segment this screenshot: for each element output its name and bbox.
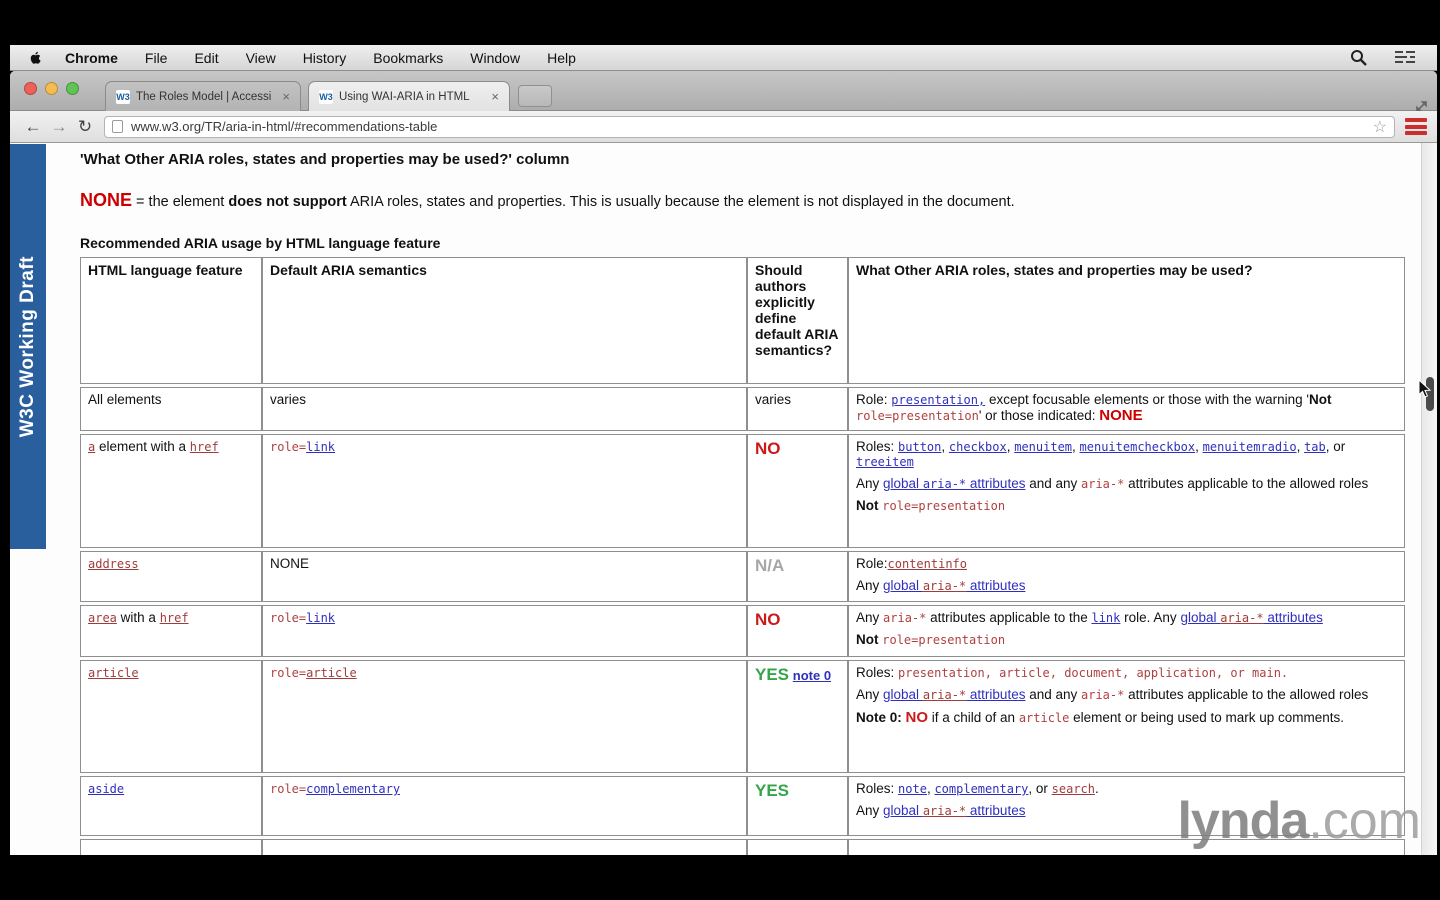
text: , (926, 781, 935, 796)
tab-title: The Roles Model | Accessi (136, 90, 272, 103)
link[interactable]: aria-* (1220, 611, 1264, 625)
cell-explicit (747, 776, 848, 836)
menubar-items (65, 50, 603, 66)
link[interactable]: article (306, 666, 357, 680)
menu-bookmarks[interactable]: Bookmarks (373, 49, 444, 66)
link[interactable]: global (883, 687, 923, 702)
cell-feature (80, 660, 262, 773)
menu-window[interactable]: Window (470, 49, 521, 66)
browser-toolbar (10, 111, 1437, 143)
url-text[interactable]: www.w3.org/TR/aria-in-html/#recommendations-table (131, 119, 438, 134)
text: with a (116, 610, 160, 625)
cell-explicit (747, 660, 848, 773)
text: Not (856, 632, 883, 647)
cell-explicit (747, 387, 848, 431)
text: role. Any (1120, 610, 1181, 625)
none-definition (80, 190, 1410, 211)
page-scrollbar[interactable] (1421, 143, 1437, 855)
text: and any (1025, 476, 1081, 491)
link[interactable]: area (88, 611, 117, 625)
link[interactable]: link (1091, 611, 1121, 625)
section-heading: 'What Other ARIA roles, states and properties may be used?' column (80, 151, 570, 168)
link[interactable]: aria-* (922, 477, 967, 491)
link[interactable]: checkbox (948, 440, 1007, 454)
page-icon (112, 120, 123, 133)
link[interactable]: global (883, 578, 923, 593)
link[interactable]: attributes (966, 578, 1026, 593)
text: , or (1325, 439, 1346, 454)
w3c-favicon: W3 (319, 91, 333, 102)
cell-default_semantics (262, 776, 747, 836)
link[interactable]: aside (88, 782, 125, 796)
link[interactable]: attributes (966, 687, 1026, 702)
text: All elements (88, 392, 162, 407)
aria-usage-table (80, 254, 1405, 855)
page-viewport (10, 143, 1437, 855)
text: if a child of an (928, 710, 1019, 725)
notification-list-icon[interactable] (1395, 50, 1415, 65)
watermark-com: .com (1308, 792, 1421, 850)
close-window-button[interactable] (24, 82, 37, 95)
watermark-lynda: lynda (1177, 792, 1309, 850)
text: Any (856, 476, 884, 491)
link[interactable]: note 0 (792, 668, 832, 683)
cell-other (848, 434, 1405, 548)
w3c-favicon: W3 (116, 91, 130, 102)
text: Any (856, 610, 884, 625)
lynda-watermark (1177, 791, 1421, 851)
header-html-feature: HTML language feature (80, 257, 262, 384)
link[interactable]: note (898, 782, 927, 796)
link[interactable]: menuitemcheckbox (1079, 440, 1196, 454)
cell-explicit (747, 605, 848, 657)
cell-other (848, 387, 1405, 431)
cell-explicit (747, 434, 848, 548)
table-row (80, 660, 1405, 773)
link[interactable]: menuitemradio (1202, 440, 1297, 454)
cell-default_semantics (262, 605, 747, 657)
tab-roles-model[interactable] (105, 81, 301, 111)
new-tab-button[interactable] (518, 85, 552, 107)
link[interactable]: address (88, 557, 139, 571)
link[interactable]: complementary (306, 782, 401, 796)
cell-other (848, 551, 1405, 602)
text: NO (755, 610, 781, 629)
text: Any (856, 803, 884, 818)
text: does not support (228, 194, 347, 210)
cell-default_semantics (262, 660, 747, 773)
link[interactable]: a (88, 440, 96, 454)
cell-feature (80, 776, 262, 836)
menu-view[interactable]: View (245, 49, 276, 66)
link[interactable]: aria-* (922, 579, 967, 593)
text: Role: (856, 556, 888, 571)
link[interactable]: button (898, 440, 942, 454)
text: role= (270, 611, 307, 625)
browser-window (10, 71, 1437, 855)
text: aria-* (1081, 477, 1125, 491)
text: . (1095, 781, 1099, 796)
text: attributes applicable to the allowed roles (1124, 687, 1369, 702)
apple-icon[interactable] (28, 50, 43, 66)
menu-edit[interactable]: Edit (194, 49, 219, 66)
text: , (1195, 439, 1203, 454)
cell-default_semantics (262, 551, 747, 602)
text: varies (755, 392, 792, 407)
text: ' or those indicated: (978, 408, 1100, 423)
chrome-menu-icon[interactable] (1405, 118, 1427, 135)
cell-other (848, 605, 1405, 657)
text: Note 0: (856, 710, 906, 725)
tab-close-icon[interactable]: × (491, 89, 499, 104)
link[interactable]: href (189, 440, 219, 454)
text: Roles: (856, 439, 899, 454)
text: , (1006, 439, 1015, 454)
text: role=presentation (882, 499, 1006, 513)
link[interactable]: aria-* (922, 688, 967, 702)
text: Any (856, 687, 884, 702)
text: role= (270, 666, 307, 680)
link[interactable]: presentation, (891, 393, 986, 407)
cell-explicit (747, 551, 848, 602)
link[interactable]: aria-* (922, 804, 967, 818)
text: N/A (755, 556, 785, 575)
text: YES (755, 665, 790, 684)
text: , (941, 439, 949, 454)
cell-feature (80, 434, 262, 548)
cell-default_semantics (262, 434, 747, 548)
page-content (80, 151, 1410, 855)
text: Not (1308, 392, 1332, 407)
working-draft-label: W3C Working Draft (17, 255, 38, 438)
table-row (80, 605, 1405, 657)
text: = the element (132, 194, 229, 210)
cell-empty (80, 839, 262, 855)
menu-history[interactable]: History (302, 49, 347, 66)
tab-strip (10, 71, 1437, 111)
text: aria-* (883, 611, 927, 625)
text: Roles: (856, 665, 899, 680)
menu-file[interactable]: File (144, 49, 168, 66)
w3c-working-draft-banner (10, 144, 46, 549)
text: role= (270, 782, 307, 796)
table-header-row (80, 257, 1405, 384)
header-explicit: Should authors explicitly define default ARIA semantics? (747, 257, 848, 384)
text: Role: (856, 392, 892, 407)
address-bar[interactable] (104, 116, 1395, 138)
cell-default_semantics (262, 387, 747, 431)
text: article (1018, 711, 1070, 725)
window-controls (24, 82, 79, 95)
text: YES (755, 781, 790, 800)
cell-other (848, 660, 1405, 773)
link[interactable]: article (88, 666, 139, 680)
text: element or being used to mark up comments. (1069, 710, 1345, 725)
link[interactable]: global (883, 803, 923, 818)
text: attributes applicable to the allowed roles (1124, 476, 1369, 491)
cell-empty (262, 839, 747, 855)
bookmark-star-icon[interactable]: ☆ (1372, 118, 1387, 136)
text: Roles: (856, 781, 899, 796)
text: , (1296, 439, 1305, 454)
header-default-semantics: Default ARIA semantics (262, 257, 747, 384)
menu-chrome[interactable]: Chrome (65, 49, 118, 66)
reload-button[interactable]: ↻ (77, 116, 93, 136)
cell-empty (747, 839, 848, 855)
tab-using-wai-aria[interactable] (308, 81, 510, 111)
text: NO (905, 709, 929, 726)
text: NONE (1099, 407, 1143, 424)
text: aria-* (1081, 688, 1125, 702)
text: ARIA roles, states and properties. This is usually because the element is not displayed in the document. (346, 194, 1015, 210)
table-row (80, 387, 1405, 431)
link[interactable]: menuitem (1014, 440, 1073, 454)
header-other-roles: What Other ARIA roles, states and properties may be used? (848, 257, 1405, 384)
search-icon[interactable] (1350, 49, 1367, 66)
text: presentation, article, document, application, or main. (898, 666, 1289, 680)
back-button[interactable]: ← (24, 116, 42, 136)
forward-button[interactable]: → (50, 116, 68, 136)
cell-feature (80, 605, 262, 657)
tab-close-icon[interactable]: × (282, 89, 290, 104)
link[interactable]: attributes (966, 803, 1026, 818)
link[interactable]: link (306, 611, 336, 625)
table-caption: Recommended ARIA usage by HTML language feature (80, 235, 441, 251)
link[interactable]: complementary (934, 782, 1029, 796)
table-row (80, 551, 1405, 602)
text: role= (270, 440, 307, 454)
cell-feature (80, 387, 262, 431)
link[interactable]: search (1051, 782, 1095, 796)
text: , or (1028, 781, 1052, 796)
minimize-window-button[interactable] (45, 82, 58, 95)
text: varies (270, 392, 307, 407)
text: role=presentation (882, 633, 1006, 647)
mouse-cursor-icon (1418, 379, 1432, 404)
cell-feature (80, 551, 262, 602)
text: , (1072, 439, 1080, 454)
text: attributes applicable to the (926, 610, 1092, 625)
link[interactable]: attributes (966, 476, 1026, 491)
text: Any (856, 578, 884, 593)
text: except focusable elements or those with the warning ' (985, 392, 1309, 407)
macos-menubar (10, 45, 1437, 71)
link[interactable]: link (306, 440, 336, 454)
tab-title: Using WAI-ARIA in HTML (339, 90, 470, 103)
link[interactable]: global (883, 476, 923, 491)
text: NONE (270, 556, 310, 571)
link[interactable]: attributes (1263, 610, 1323, 625)
table-row (80, 434, 1405, 548)
text: NO (755, 439, 781, 458)
text: element with a (95, 439, 190, 454)
link[interactable]: treeitem (856, 455, 914, 469)
text: NONE (80, 190, 133, 210)
menu-help[interactable]: Help (547, 49, 576, 66)
link[interactable]: href (159, 611, 189, 625)
link[interactable]: contentinfo (887, 557, 967, 571)
link[interactable]: global (1180, 610, 1221, 625)
text: and any (1025, 687, 1081, 702)
aria-table-body (80, 387, 1405, 855)
text: Not (856, 498, 883, 513)
zoom-window-button[interactable] (66, 82, 79, 95)
link[interactable]: tab (1304, 440, 1326, 454)
text: role=presentation (856, 409, 979, 423)
